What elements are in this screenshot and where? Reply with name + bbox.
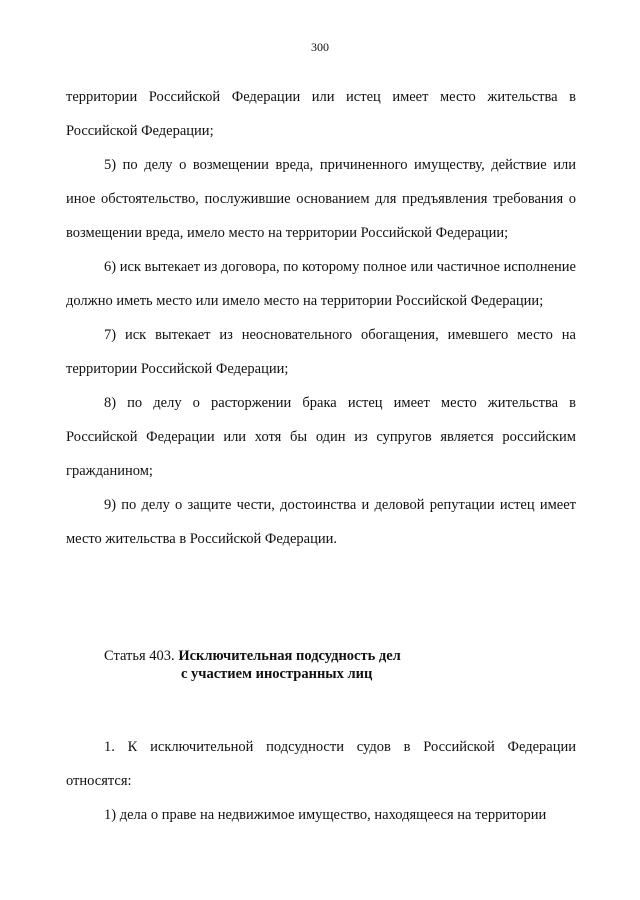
article-heading-line1 <box>104 647 574 665</box>
paragraph-continuation: территории Российской Федерации или истец имеет место жительства в Российской Федерации; <box>66 89 576 139</box>
paragraph-item-9: 9) по делу о защите чести, достоинства и деловой репутации истец имеет место жительства в Российской Федерации. <box>66 497 576 547</box>
body-text-upper <box>66 80 576 556</box>
paragraph-item-5: 5) по делу о возмещении вреда, причиненного имуществу, действие или иное обстоятельство, послужившие основанием для предъявления требования о возмещении вреда, имело место на территории Российской Федерации; <box>66 157 576 241</box>
article-title-line2: с участием иностранных лиц <box>181 666 373 682</box>
body-text-lower <box>66 730 576 832</box>
paragraph-item-6: 6) иск вытекает из договора, по которому полное или частичное исполнение должно иметь место или имело место на территории Российской Федерации; <box>66 259 576 309</box>
article-heading <box>104 647 574 683</box>
paragraph-clause-1: 1. К исключительной подсудности судов в Российской Федерации относятся: <box>66 739 576 789</box>
article-label: Статья 403. <box>104 648 175 664</box>
paragraph-item-8: 8) по делу о расторжении брака истец имеет место жительства в Российской Федерации или хотя бы один из супругов является российским гражданином; <box>66 395 576 479</box>
paragraph-item-7: 7) иск вытекает из неосновательного обогащения, имевшего место на территории Российской Федерации; <box>66 327 576 377</box>
page-number: 300 <box>311 40 329 54</box>
paragraph-item-1: 1) дела о праве на недвижимое имущество, находящееся на территории <box>104 807 547 823</box>
article-title-line1: Исключительная подсудность дел <box>178 648 401 664</box>
